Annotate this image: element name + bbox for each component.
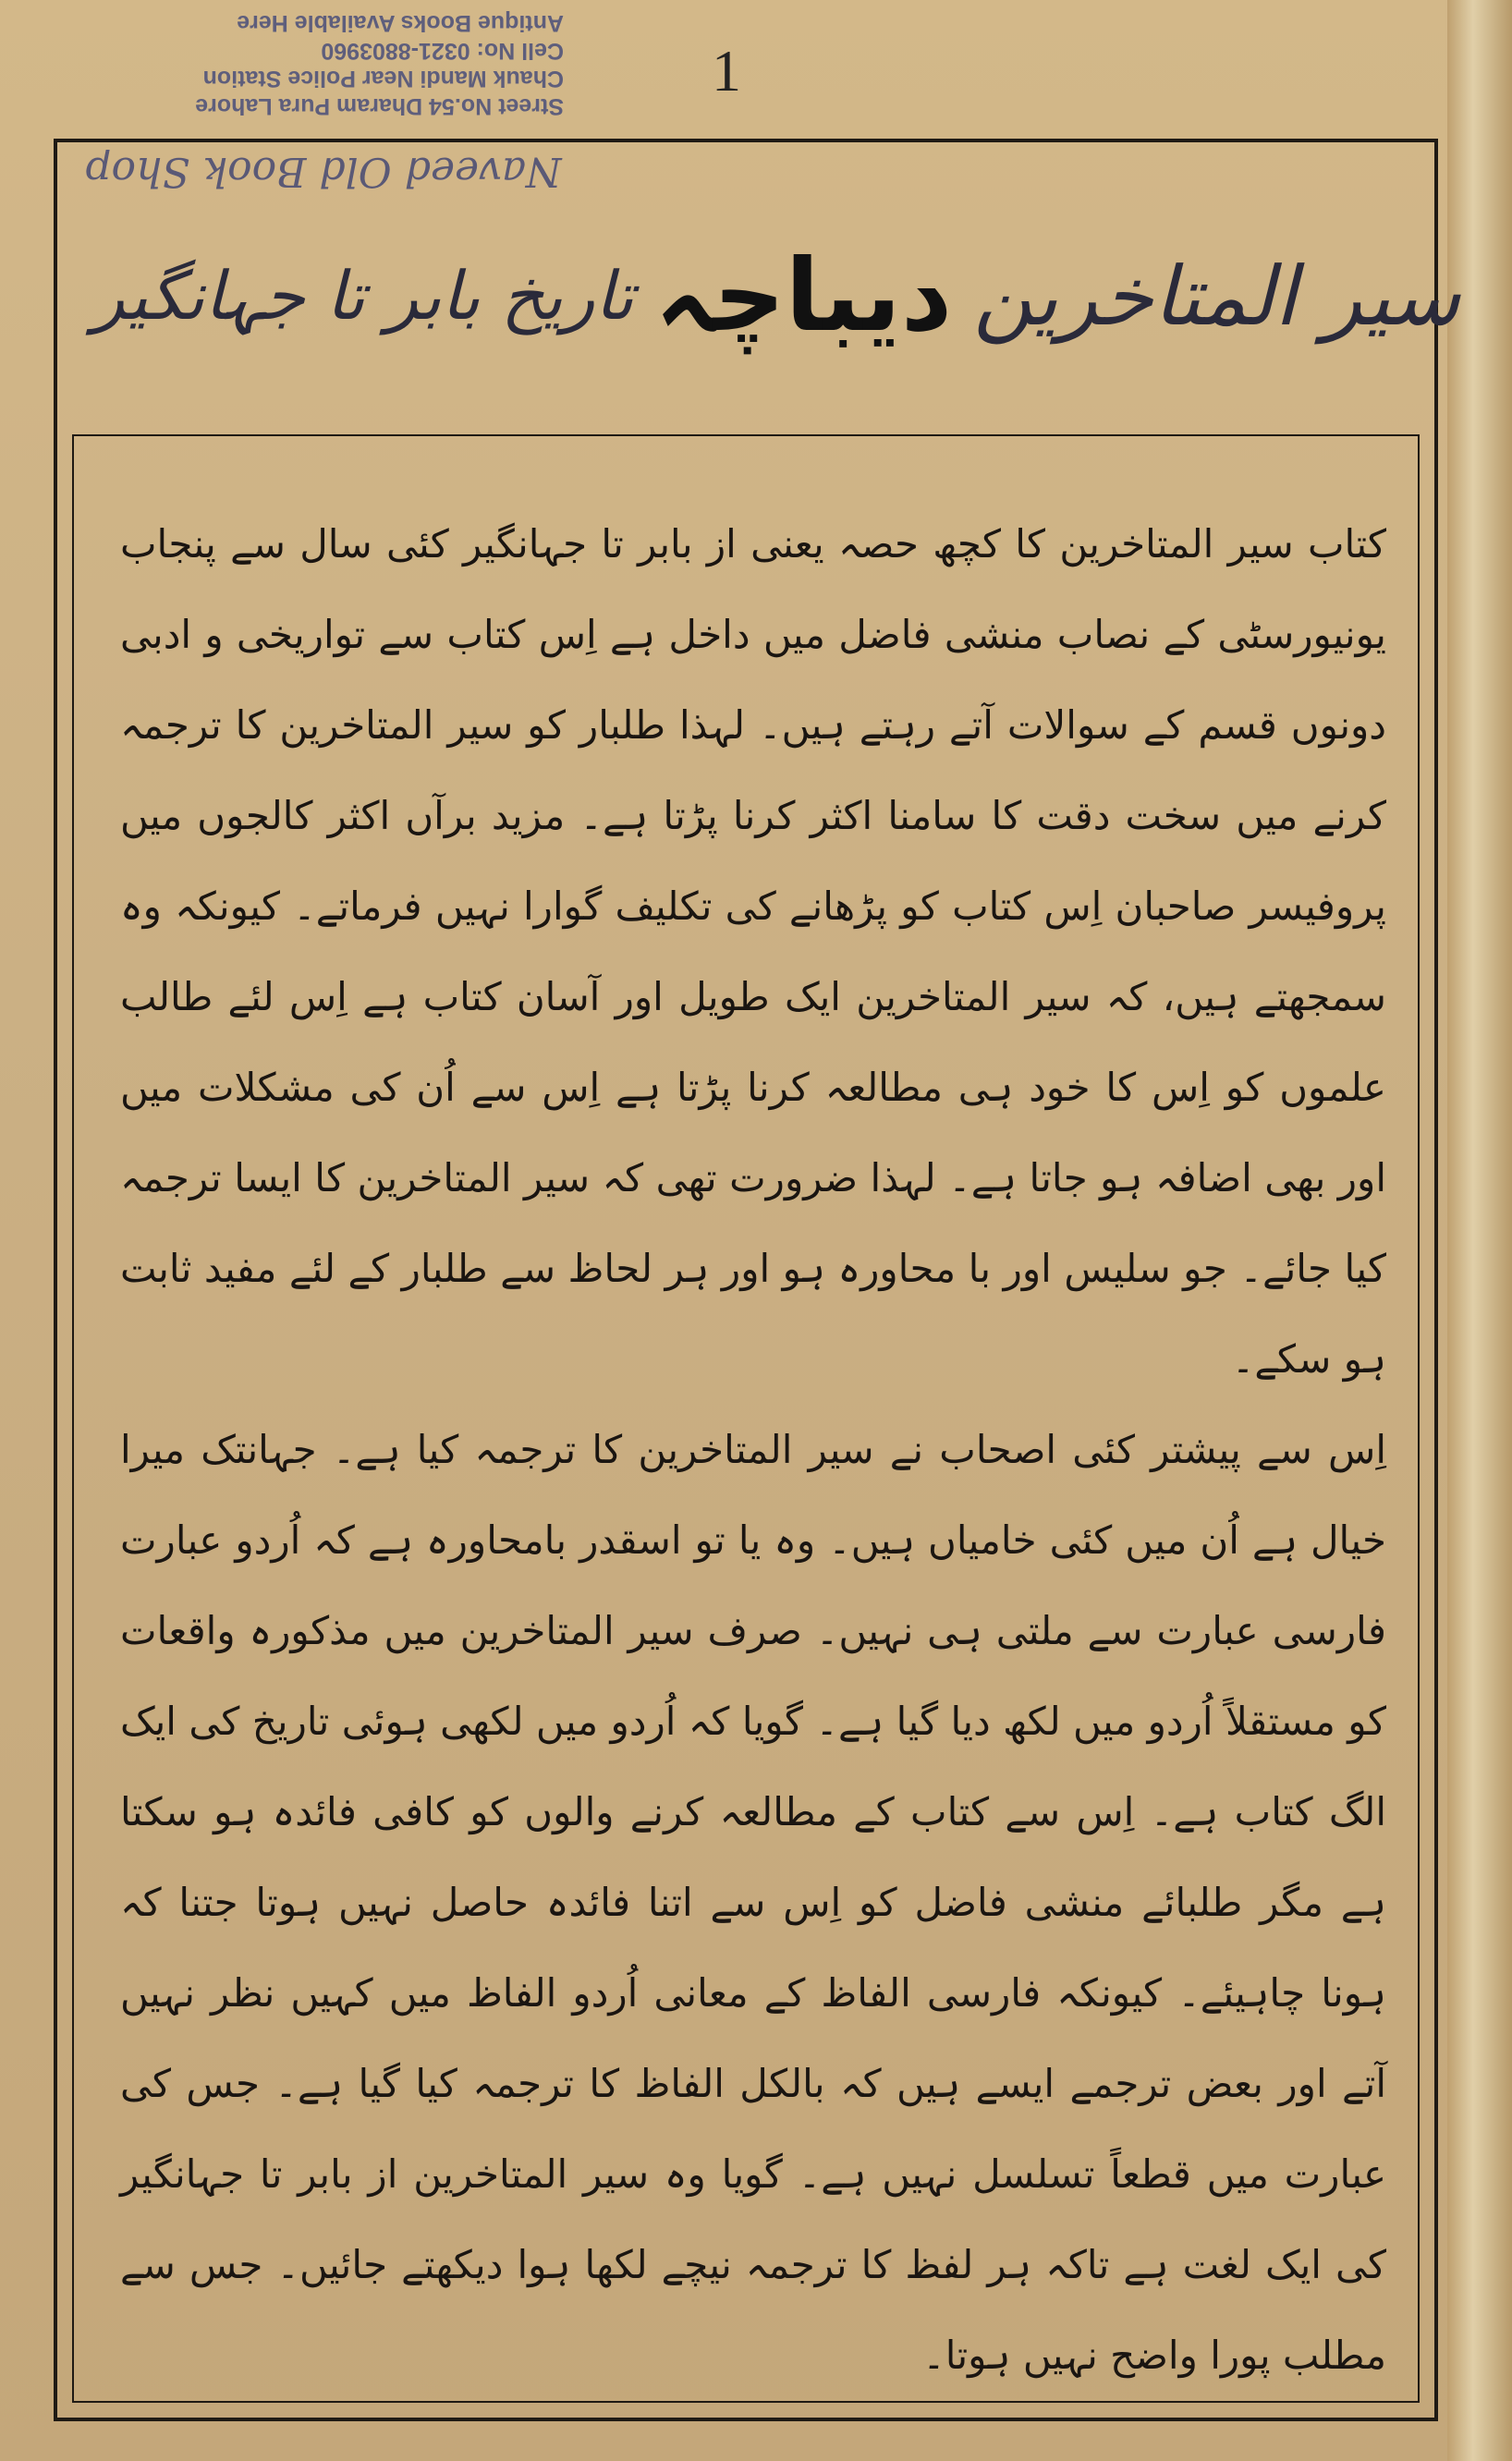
handwritten-subtitle: سیر المتاخرین [973, 248, 1460, 344]
stamp-line: Cell No: 0321-8803960 [321, 38, 564, 64]
handwritten-title: تاریخ بابر تا جہانگیر [92, 257, 634, 335]
stamp-line: Chauk Mandi Near Police Station [202, 66, 564, 91]
stamp-line: Street No.54 Dharam Pura Lahore [195, 93, 564, 119]
paragraph: اِس سے پیشتر کئی اصحاب نے سیر المتاخرین کا ترجمہ کیا ہے۔ جہانتک میرا خیال ہے اُن میں کئی خامیاں ہیں۔ وہ یا تو اسقدر بامحاورہ ہے کہ اُردو عبارت فارسی عبارت سے ملتی ہی نہیں۔ صرف سیر المتاخرین میں مذکورہ واقعات کو مستقلاً اُردو میں لکھ دیا گیا ہے۔ گویا کہ اُردو میں لکھی ہوئی تاریخ کی ایک الگ کتاب ہے۔ اِس سے کتاب کے مطالعہ کرنے والوں کو کافی فائدہ ہو سکتا ہے مگر طلبائے منشی فاضل کو اِس سے اتنا فائدہ حاصل نہیں ہوتا جتنا کہ ہونا چاہیئے۔ کیونکہ فارسی الفاظ کے معانی اُردو الفاظ میں کہیں نظر نہیں آتے اور بعض ترجمے ایسے ہیں کہ بالکل الفاظ کا ترجمہ کیا گیا ہے۔ جس کی عبارت میں قطعاً تسلسل نہیں ہے۔ گویا وہ سیر المتاخرین از بابر تا جہانگیر کی ایک لغت ہے تاکہ ہر لفظ کا ترجمہ نیچے لکھا ہوا دیکھتے جائیں۔ جس سے مطلب پورا واضح نہیں ہوتا۔ [120, 1427, 1386, 2378]
title-row [92, 213, 1460, 379]
page-number: 1 [712, 38, 741, 104]
paragraph: کتاب سیر المتاخرین کا کچھ حصہ یعنی از بابر تا جہانگیر کئی سال سے پنجاب یونیورسٹی کے نصاب منشی فاضل میں داخل ہے اِس کتاب سے تواریخی و ادبی دونوں قسم کے سوالات آتے رہتے ہیں۔ لہذا طلبار کو سیر المتاخرین کا ترجمہ کرنے میں سخت دقت کا سامنا اکثر کرنا پڑتا ہے۔ مزید برآں اکثر کالجوں میں پروفیسر صاحبان اِس کتاب کو پڑھانے کی تکلیف گوارا نہیں فرماتے۔ کیونکہ وہ سمجھتے ہیں، کہ سیر المتاخرین ایک طویل اور آسان کتاب ہے اِس لئے طالب علموں کو اِس کا خود ہی مطالعہ کرنا پڑتا ہے اِس سے اُن کی مشکلات میں اور بھی اضافہ ہو جاتا ہے۔ لہذا ضرورت تھی کہ سیر المتاخرین کا ایسا ترجمہ کیا جائے۔ جو سلیس اور با محاورہ ہو اور ہر لحاظ سے طلبار کے لئے مفید ثابت ہو سکے۔ [120, 521, 1386, 1382]
page-heading: دیباچہ [654, 238, 953, 354]
body-text [120, 499, 1386, 2401]
stamp-line: Antique Books Available Here [237, 10, 564, 36]
shop-stamp: Naveed Old Book Shop [85, 148, 562, 195]
bookseller-stamp [46, 0, 564, 120]
